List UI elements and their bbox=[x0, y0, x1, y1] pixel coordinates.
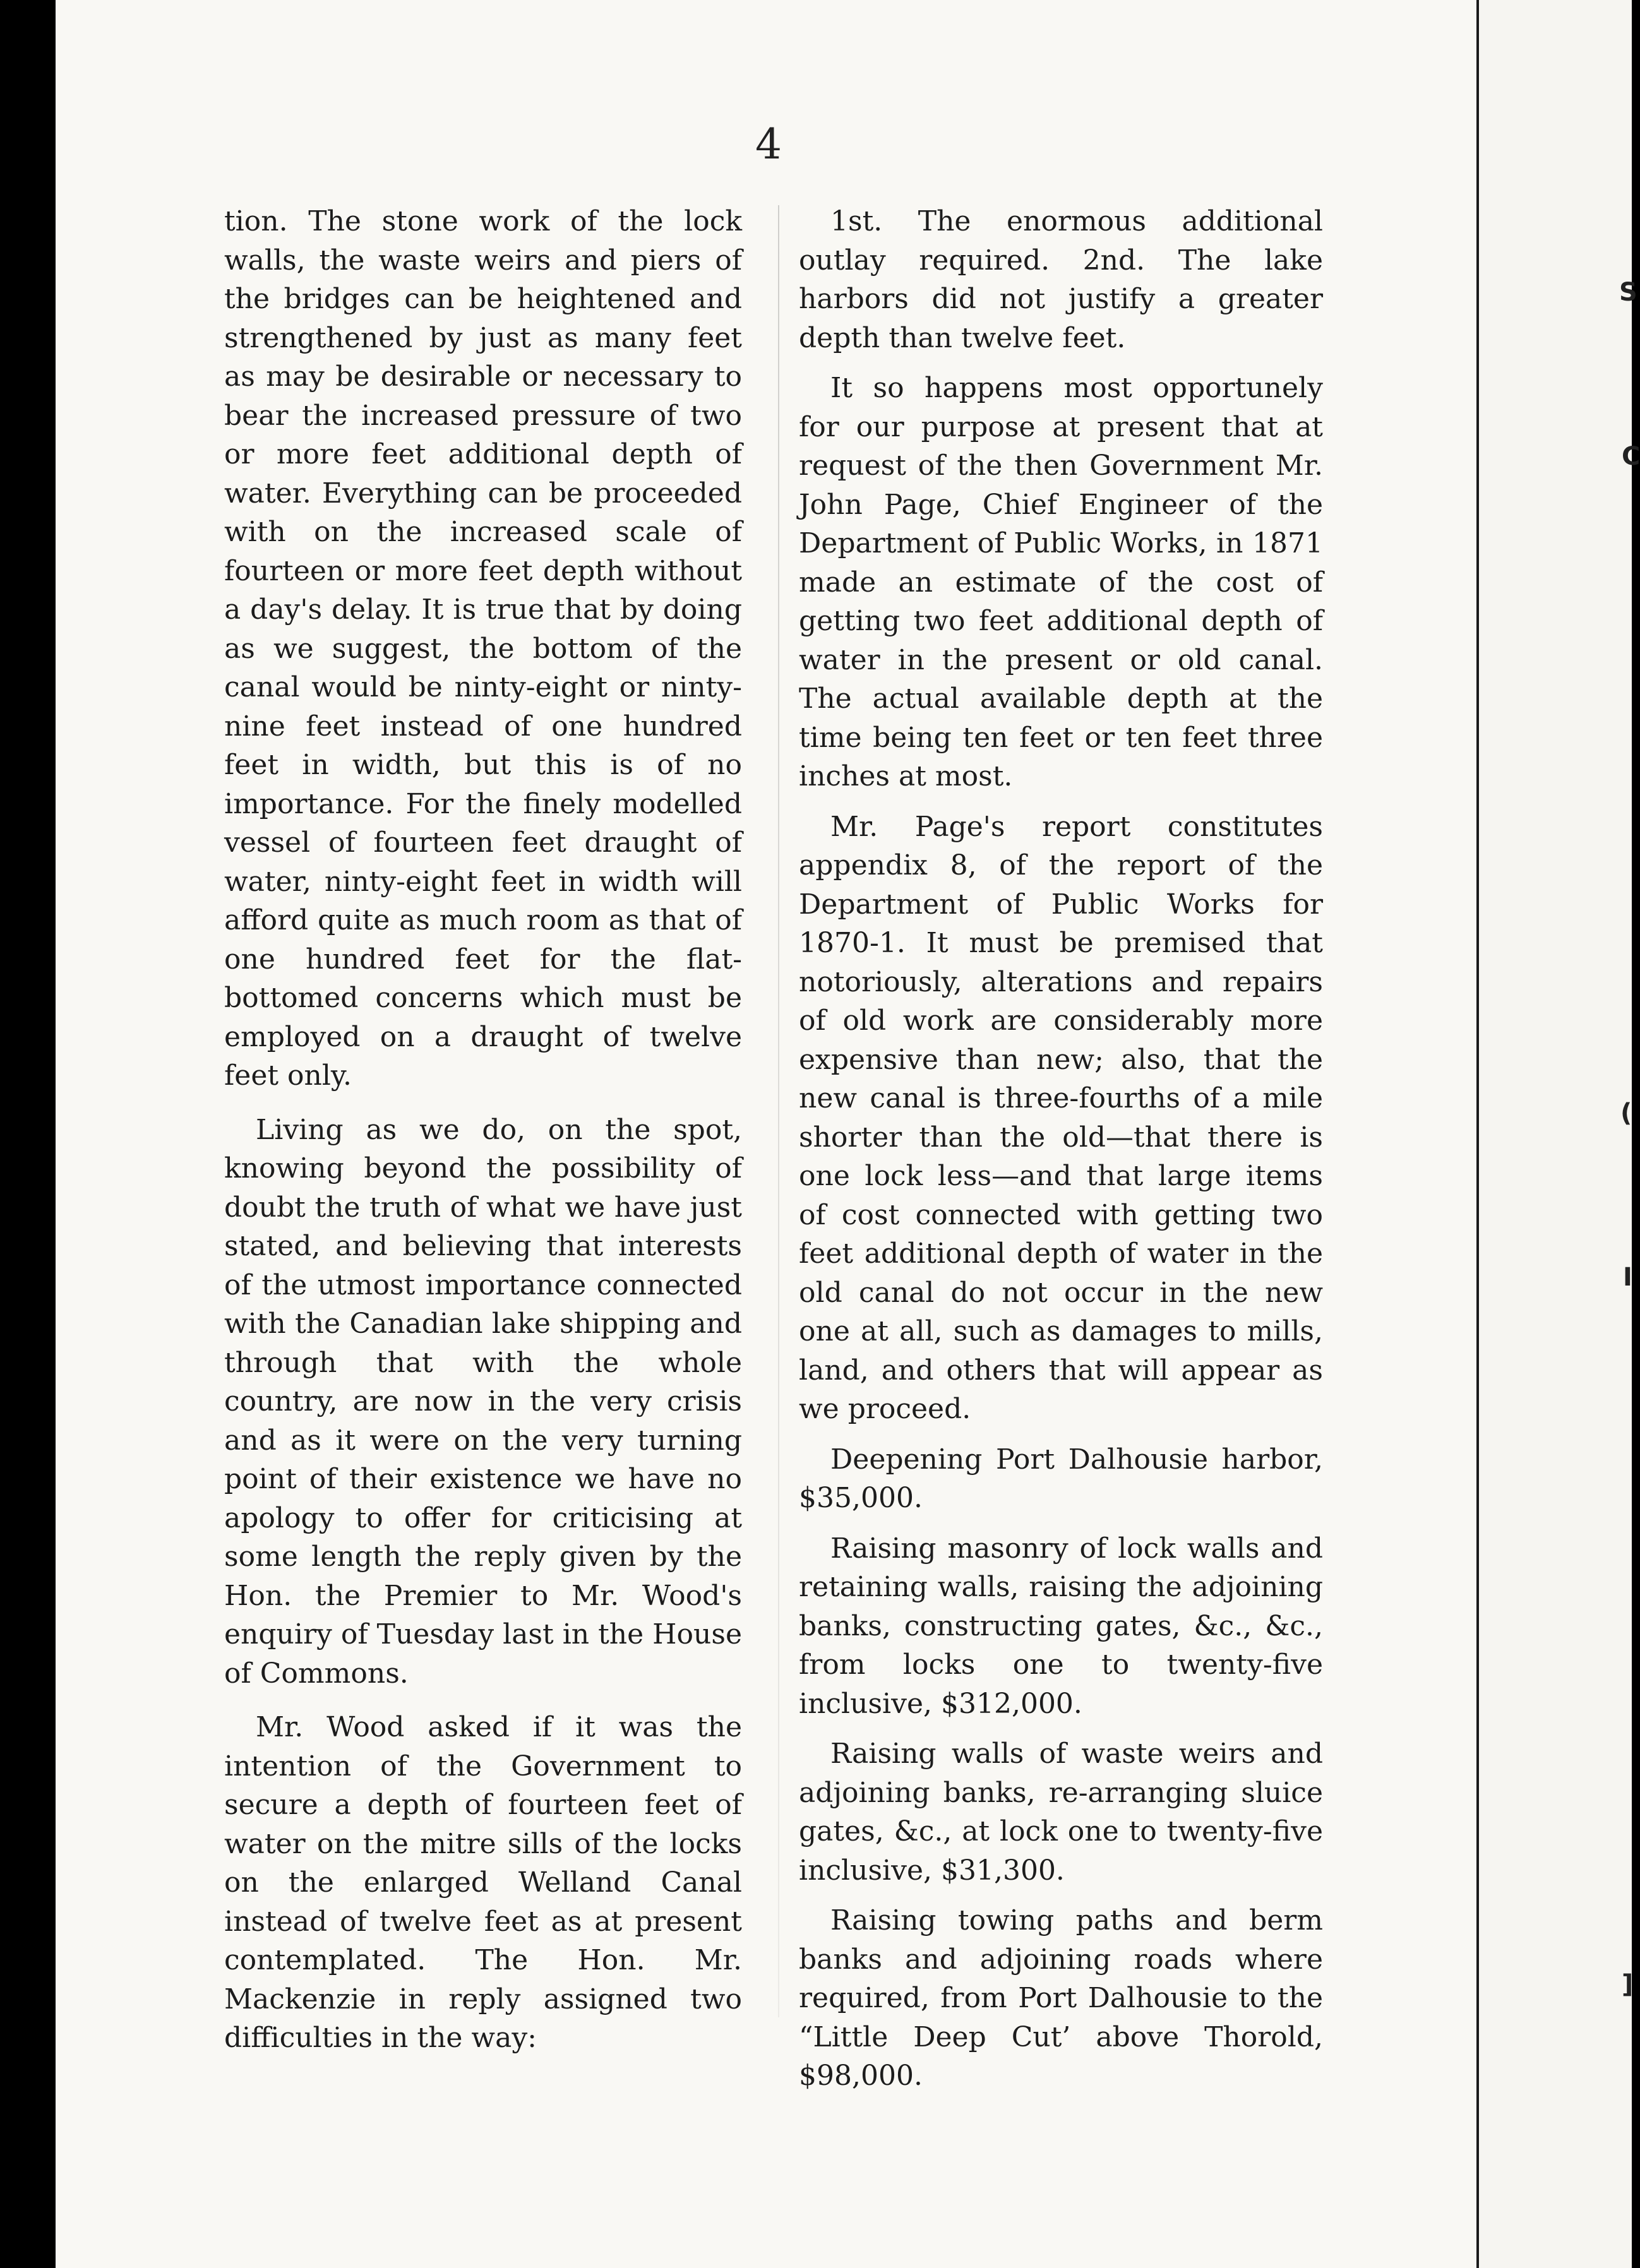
paragraph: Living as we do, on the spot, knowing beyond the possibility of doubt the truth of what we have just stated, and believing that interests of the utmost importance connected with the Canadian lake shipping and through that with the whole country, are now in the very crisis and as it were on the very turning point of their existence we have no apology to offer for criticising at some length the reply given by the Hon. the Premier to Mr. Wood's enquiry of Tuesday last in the House of Commons. bbox=[224, 1113, 742, 1690]
left-column bbox=[224, 202, 742, 2069]
paragraph: Raising masonry of lock walls and retaining walls, raising the adjoining banks, constructing gates, &c., &c., from locks one to twenty-five inclusive, $312,000. bbox=[799, 1532, 1323, 1720]
paragraph: Mr. Page's report constitutes appendix 8, of the report of the Department of Public Works for 1870-1. It must be premised that notoriously, alterations and repairs of old work are considerably more expensive than new; also, that the new canal is three-fourths of a mile shorter than the old—that there is one lock less—and that large items of cost connected with getting two feet additional depth of water in the old canal do not occur in the new one at all, such as damages to mills, land, and others that will appear as we proceed. bbox=[799, 810, 1323, 1425]
paragraph: It so happens most opportunely for our purpose at present that at request of the then Government Mr. John Page, Chief Engineer of the Department of Public Works, in 1871 made an estimate of the cost of getting two feet additional depth of water in the present or old canal. The actual available depth at the time being ten feet or ten feet three inches at most. bbox=[799, 372, 1323, 792]
paragraph: Mr. Wood asked if it was the intention of the Government to secure a depth of fourteen feet of water on the mitre sills of the locks on the enlarged Welland Canal instead of twelve feet as at present contemplated. The Hon. Mr. Mackenzie in reply assigned two difficulties in the way: bbox=[224, 1711, 742, 2054]
page-number: 4 bbox=[755, 120, 783, 169]
paragraph: Deepening Port Dalhousie harbor, $35,000. bbox=[799, 1443, 1323, 1514]
right-column bbox=[799, 202, 1323, 2107]
edge-mark: ( bbox=[1620, 1099, 1632, 1128]
paragraph: tion. The stone work of the lock walls, the waste weirs and piers of the bridges can be heightened and strengthened by just as many feet as may be desirable or necessary to bear the increased pressure of two or more feet additional depth of water. Everything can be proceeded with on the increased scale of fourteen or more feet depth without a day's delay. It is true that by doing as we suggest, the bottom of the canal would be ninty-eight or ninty-nine feet instead of one hundred feet in width, but this is of no importance. For the finely modelled vessel of fourteen feet draught of water, ninty-eight feet in width will afford quite as much room as that of one hundred feet for the flat-bottomed concerns which must be employed on a draught of twelve feet only. bbox=[224, 205, 742, 1092]
paragraph: Raising walls of waste weirs and adjoining banks, re-arranging sluice gates, &c., at lock one to twenty-five inclusive, $31,300. bbox=[799, 1738, 1323, 1887]
edge-mark: I bbox=[1623, 1263, 1632, 1292]
paragraph: 1st. The enormous additional outlay required. 2nd. The lake harbors did not justify a greater depth than twelve feet. bbox=[799, 205, 1323, 354]
paragraph: Raising towing paths and berm banks and adjoining roads where required, from Port Dalhousie to the “Little Deep Cut’ above Thorold, $98,000. bbox=[799, 1904, 1323, 2092]
edge-mark: ] bbox=[1622, 1970, 1634, 1999]
edge-mark: S bbox=[1619, 278, 1637, 307]
edge-mark: C bbox=[1622, 442, 1640, 471]
column-divider bbox=[778, 205, 779, 2017]
next-page-edge bbox=[1476, 0, 1640, 2268]
